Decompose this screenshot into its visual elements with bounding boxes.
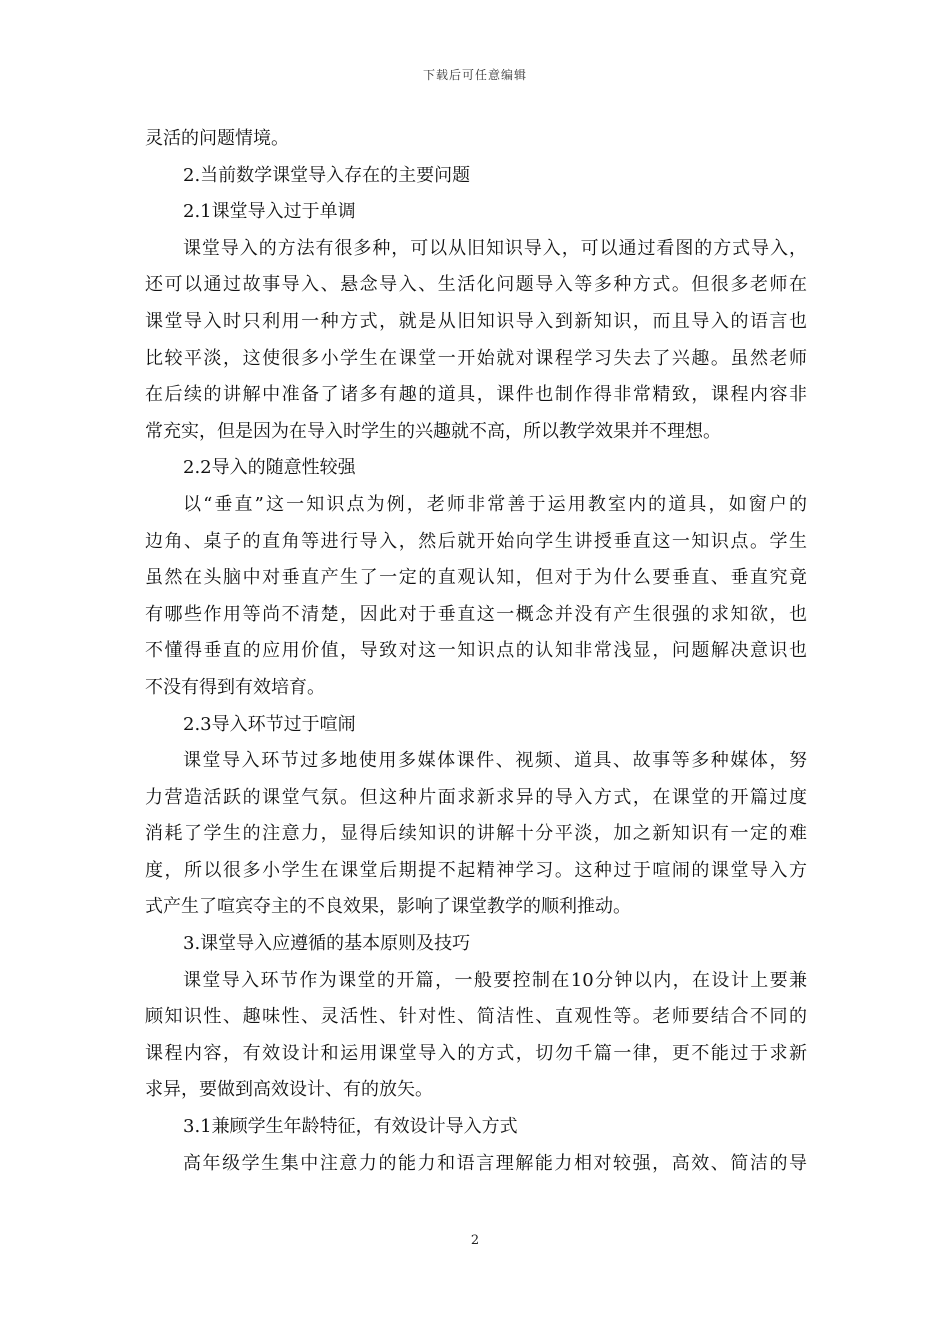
text-line: 顾知识性、趣味性、灵活性、针对性、简洁性、直观性等。老师要结合不同的 [145, 1006, 807, 1028]
text-line: 2.1课堂导入过于单调 [183, 201, 356, 223]
text-line: 课堂导入的方法有很多种，可以从旧知识导入，可以通过看图的方式导入， [183, 237, 807, 259]
text-line: 边角、桌子的直角等进行导入，然后就开始向学生讲授垂直这一知识点。学生 [145, 530, 807, 552]
text-line: 不懂得垂直的应用价值，导致对这一知识点的认知非常浅显，问题解决意识也 [145, 640, 807, 662]
text-line: 有哪些作用等尚不清楚，因此对于垂直这一概念并没有产生很强的求知欲，也 [145, 603, 807, 625]
text-line: 常充实，但是因为在导入时学生的兴趣就不高，所以教学效果并不理想。 [145, 420, 721, 442]
text-line: 3.课堂导入应遵循的基本原则及技巧 [183, 933, 471, 955]
text-line: 消耗了学生的注意力，显得后续知识的讲解十分平淡，加之新知识有一定的难 [145, 823, 807, 845]
text-line: 求异，要做到高效设计、有的放矢。 [145, 1079, 433, 1101]
page-number: 2 [470, 1233, 480, 1248]
text-line: 高年级学生集中注意力的能力和语言理解能力相对较强，高效、简洁的导 [183, 1152, 807, 1174]
text-line: 2.当前数学课堂导入存在的主要问题 [183, 164, 471, 186]
text-line: 度，所以很多小学生在课堂后期提不起精神学习。这种过于喧闹的课堂导入方 [145, 859, 807, 881]
page-header: 下载后可任意编辑 [422, 68, 527, 82]
text-line: 以“垂直”这一知识点为例，老师非常善于运用教室内的道具，如窗户的 [183, 493, 807, 515]
text-line: 灵活的问题情境。 [145, 128, 289, 149]
text-line: 比较平淡，这使很多小学生在课堂一开始就对课程学习失去了兴趣。虽然老师 [145, 347, 807, 369]
text-line: 虽然在头脑中对垂直产生了一定的直观认知，但对于为什么要垂直、垂直究竟 [145, 567, 807, 589]
text-line: 2.3导入环节过于喧闹 [183, 713, 356, 735]
text-line: 在后续的讲解中准备了诸多有趣的道具，课件也制作得非常精致，课程内容非 [145, 384, 807, 406]
text-line: 力营造活跃的课堂气氛。但这种片面求新求异的导入方式，在课堂的开篇过度 [145, 786, 807, 808]
text-line: 2.2导入的随意性较强 [183, 457, 356, 479]
text-line: 3.1兼顾学生年龄特征，有效设计导入方式 [183, 1116, 518, 1138]
text-line: 不没有得到有效培育。 [145, 676, 325, 698]
text-line: 课堂导入时只利用一种方式，就是从旧知识导入到新知识，而且导入的语言也 [145, 310, 807, 332]
text-line: 课堂导入环节作为课堂的开篇，一般要控制在10分钟以内，在设计上要兼 [183, 969, 807, 991]
document-body [145, 121, 807, 1182]
text-line: 课堂导入环节过多地使用多媒体课件、视频、道具、故事等多种媒体，努 [183, 750, 807, 772]
text-line: 还可以通过故事导入、悬念导入、生活化问题导入等多种方式。但很多老师在 [145, 274, 807, 296]
text-line: 课程内容，有效设计和运用课堂导入的方式，切勿千篇一律，更不能过于求新 [145, 1042, 807, 1064]
text-line: 式产生了喧宾夺主的不良效果，影响了课堂教学的顺利推动。 [145, 896, 631, 918]
